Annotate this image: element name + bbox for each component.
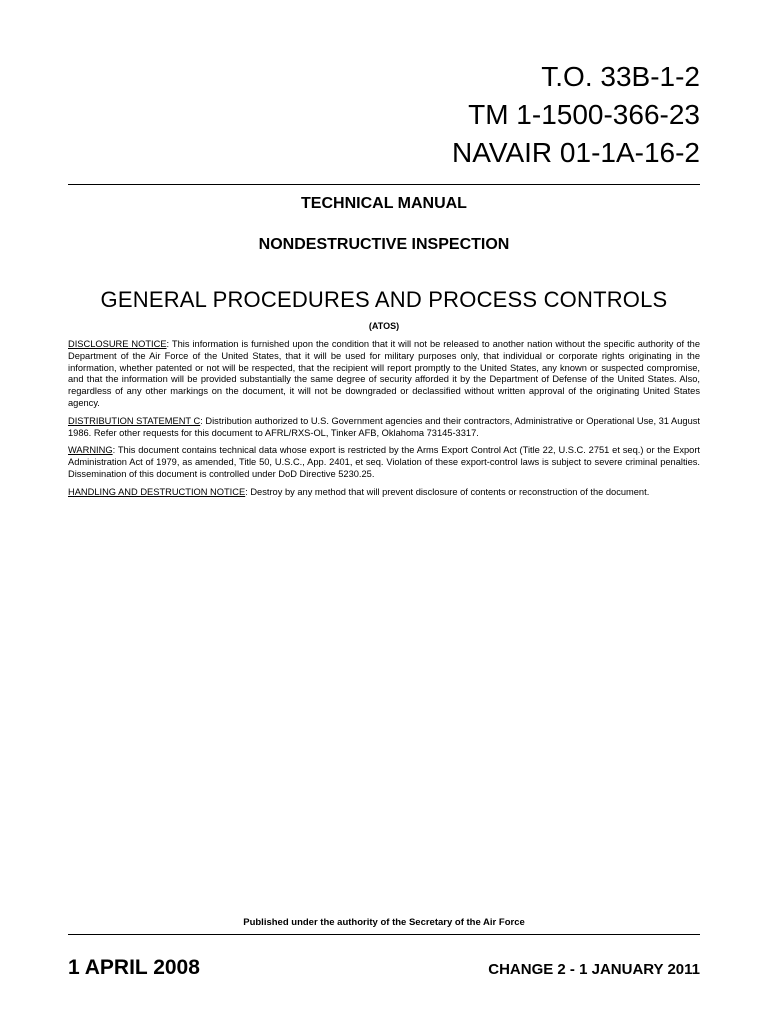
notice-text: : This document contains technical data whose export is restricted by the Arms Export Control Act (Title 22, U.S.C. 2751 et seq.) or the Export Administration Act of 1979, as amended, Title 50, U.S.C., App. 2401, et seq. Violation of these export-control laws is subject to severe criminal penalties. Dissemination of this document is controlled under DoD Directive 5230.25.: [68, 445, 700, 479]
notice-label: WARNING: [68, 445, 113, 456]
distribution-statement: [68, 416, 700, 440]
manual-type-heading: TECHNICAL MANUAL: [301, 195, 467, 212]
notice-text: : Distribution authorized to U.S. Government agencies and their contractors, Administrative or Operational Use, 31 August 1986. Refer other requests for this document to AFRL/RXS-OL, Tinker AFB, Oklahoma 73145-3317.: [68, 415, 700, 438]
publisher-line: Published under the authority of the Secretary of the Air Force: [243, 917, 525, 928]
notice-label: HANDLING AND DESTRUCTION NOTICE: [68, 486, 246, 497]
doc-number-to: T.O. 33B-1-2: [541, 61, 700, 92]
subtitle: (ATOS): [368, 321, 400, 331]
notices-section: [68, 339, 700, 505]
disclosure-notice: [68, 339, 700, 410]
notice-text: : Destroy by any method that will prevent disclosure of contents or reconstruction of the document.: [245, 486, 650, 497]
notice-label: DISTRIBUTION STATEMENT C: [68, 415, 201, 426]
top-divider: [68, 184, 700, 185]
notice-label: DISCLOSURE NOTICE: [68, 339, 167, 349]
page-title: GENERAL PROCEDURES AND PROCESS CONTROLS: [100, 287, 668, 312]
document-numbers: [452, 58, 700, 172]
notice-text: : This information is furnished upon the condition that it will not be released to another nation without the specific authority of the Department of the Air Force of the United States, that it will be used for military purposes only, that individual or corporate rights originating in the information, whether patented or not will be respected, that the recipient will report promptly to the United States, any known or suspected compromise, and that the information will be provided substantially the same degree of security afforded it by the Department of Defense of the United States. Also, regardless of any other markings on the document, it will not be downgraded or declassified without written approval of the originating United States agency.: [68, 339, 700, 408]
doc-number-navair: NAVAIR 01-1A-16-2: [452, 137, 700, 168]
handling-notice: [68, 487, 700, 499]
subject-heading: NONDESTRUCTIVE INSPECTION: [258, 236, 510, 253]
bottom-divider: [68, 934, 700, 935]
change-date: CHANGE 2 - 1 JANUARY 2011: [488, 961, 700, 978]
publication-date: 1 APRIL 2008: [68, 956, 200, 979]
doc-number-tm: TM 1-1500-366-23: [468, 99, 700, 130]
warning-notice: [68, 445, 700, 480]
